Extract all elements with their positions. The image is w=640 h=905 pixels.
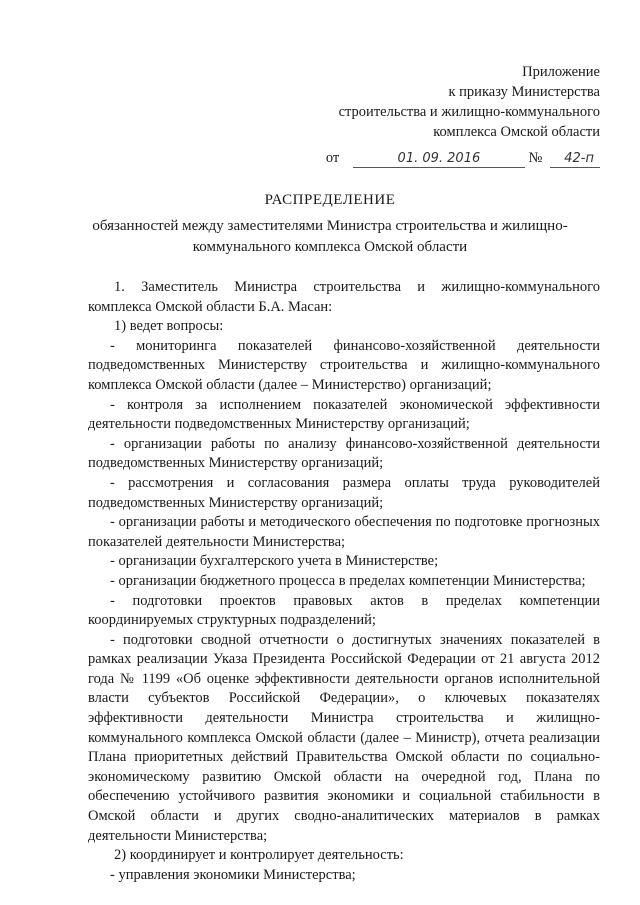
appendix-label: Приложение	[522, 64, 600, 80]
title-heading: РАСПРЕДЕЛЕНИЕ	[264, 192, 396, 208]
appendix-order-ref: к приказу Министерства	[448, 84, 600, 100]
order-reference-line	[326, 148, 600, 168]
section-1-heading: 1. Заместитель Министра строительства и жилищно-коммунального комплекса Омской области Б.А. Масан:	[88, 279, 600, 315]
appendix-header	[326, 62, 600, 168]
from-label: от	[325, 150, 340, 166]
title-subtitle-line1: обязанностей между заместителями Министра строительства и жилищно-	[92, 218, 568, 234]
appendix-ministry-line: строительства и жилищно-коммунального	[338, 104, 600, 120]
subsection-2-heading: 2) координирует и контролирует деятельность:	[114, 847, 404, 864]
duty-item: - рассмотрения и согласования размера оплаты труда руководителей подведомственных Министерству организаций;	[88, 474, 600, 511]
duty-item: - подготовки сводной отчетности о достигнутых значениях показателей в рамках реализации Указа Президента Российской Федерации от 21 августа 2012 года № 1199 «Об оценке эффективности деятельности органов исполнительной власти субъектов Российской Федерации», о ключевых показателях эффективности деятельности Министра строительства и жилищно-коммунального комплекса Омской области (далее – Министр), отчета реализации Плана приоритетных действий Правительства Омской области по социально-экономическому развитию Омской области на очередной год, Плана по обеспечению устойчивого развития экономики и социальной стабильности в Омской области и других сводно-аналитических материалов в рамках деятельности Министерства;	[88, 631, 600, 844]
order-number-handwritten: 42-п	[550, 151, 600, 168]
duty-item: - контроля за исполнением показателей экономической эффективности деятельности подведомственных Министерству организаций;	[88, 396, 600, 433]
duty-item: - организации работы по анализу финансово-хозяйственной деятельности подведомственных Министерству организаций;	[88, 435, 600, 472]
document-body	[88, 278, 600, 885]
document-title	[60, 190, 600, 258]
title-subtitle-line2: коммунального комплекса Омской области	[192, 239, 468, 255]
subsection-1-heading: 1) ведет вопросы:	[114, 318, 224, 335]
duty-item: - организации работы и методического обеспечения по подготовке прогнозных показателей деятельности Министерства;	[88, 514, 600, 550]
appendix-region-line: комплекса Омской области	[433, 124, 600, 140]
number-label: №	[528, 150, 543, 166]
duty-item: - подготовки проектов правовых актов в пределах компетенции координируемых структурных подразделений;	[88, 592, 600, 629]
duty-item: - организации бухгалтерского учета в Министерстве;	[110, 553, 439, 570]
duty-item: - организации бюджетного процесса в пределах компетенции Министерства;	[110, 572, 586, 589]
duty-item: - мониторинга показателей финансово-хозяйственной деятельности подведомственных Министерству строительства и жилищно-коммунального комплекса Омской области (далее – Министерство) организаций;	[88, 337, 600, 393]
coordinated-unit-item: - управления экономики Министерства;	[110, 866, 356, 883]
order-date-handwritten: 01. 09. 2016	[353, 151, 525, 168]
